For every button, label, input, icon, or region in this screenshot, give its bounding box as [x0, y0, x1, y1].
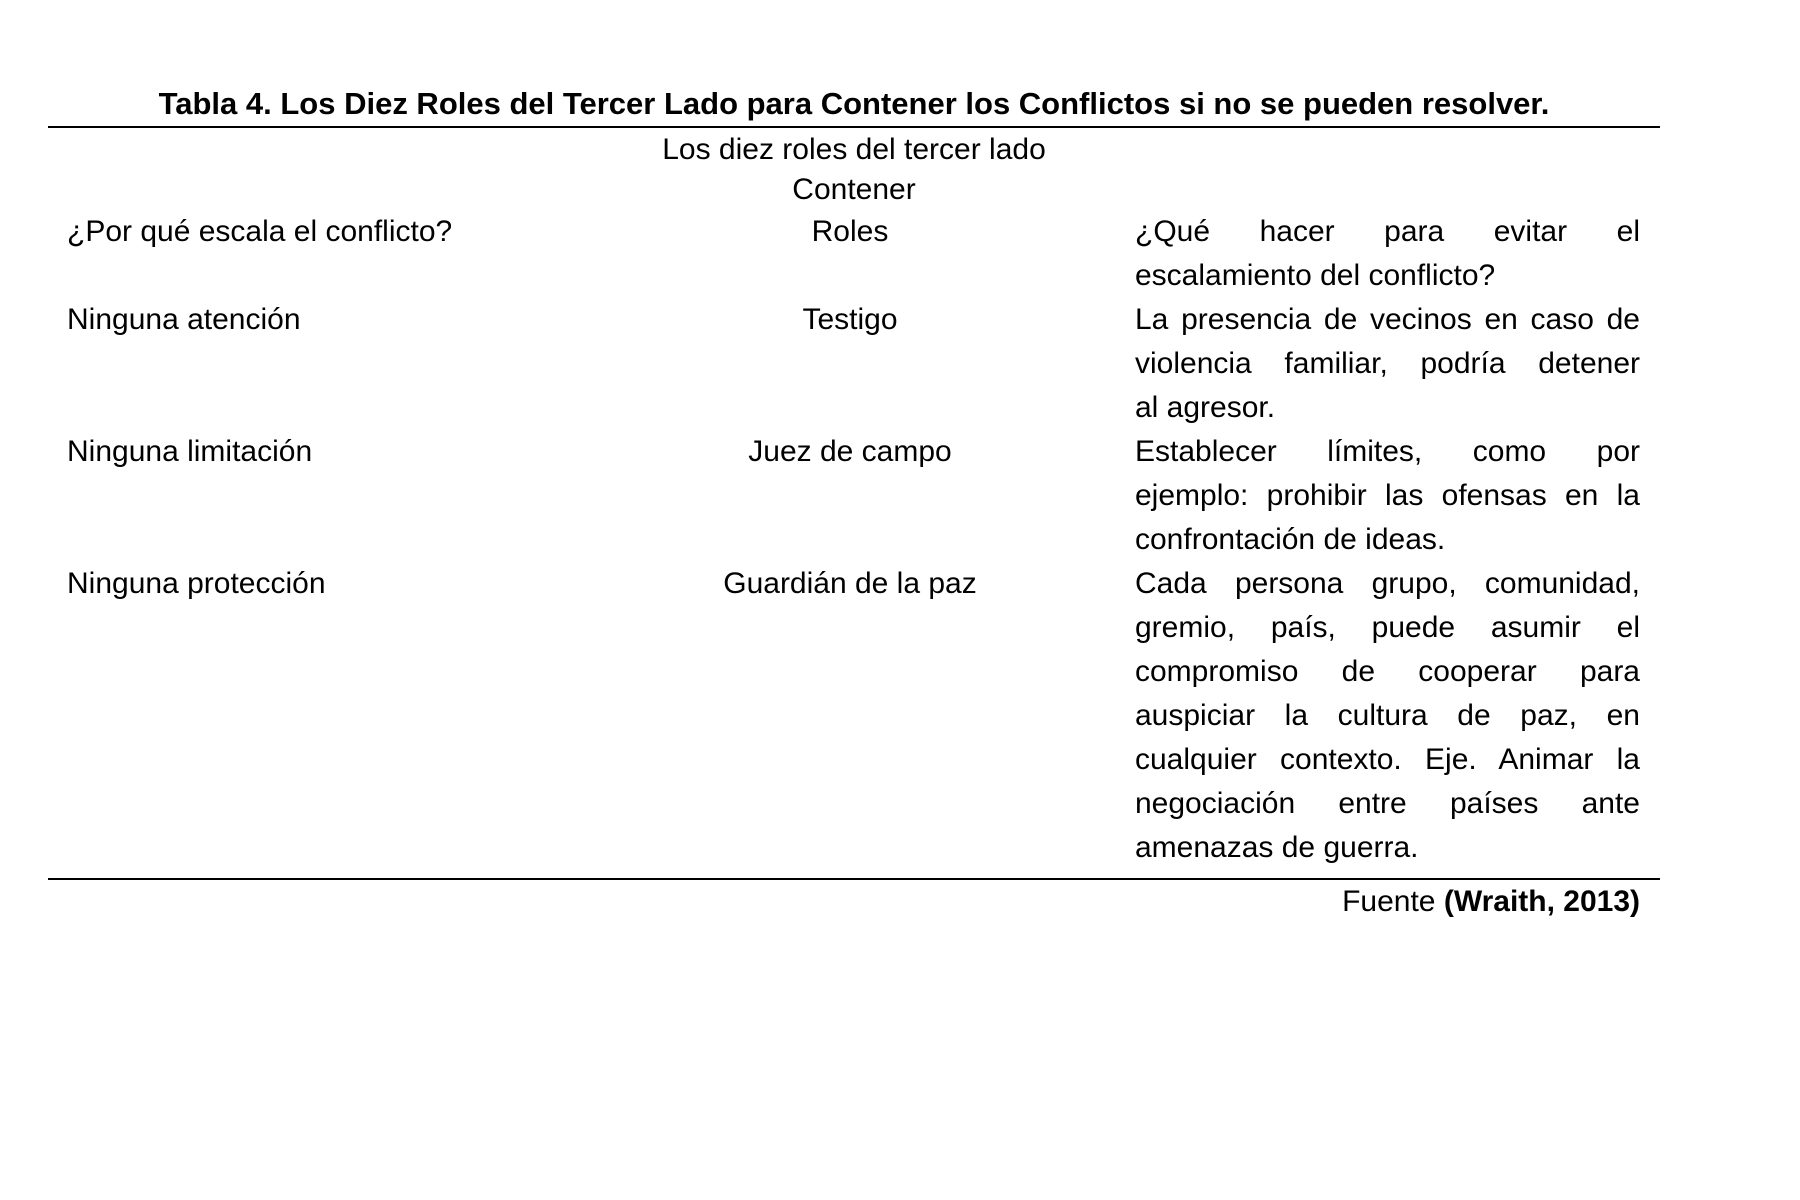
row-action-line: negociación entre países ante: [1135, 787, 1640, 820]
row-action-line: al agresor.: [1135, 391, 1276, 424]
row-action-line: auspiciar la cultura de paz, en: [1135, 699, 1640, 732]
row-action-line: ejemplo: prohibir las ofensas en la: [1135, 479, 1640, 512]
row-action-line: gremio, país, puede asumir el: [1135, 611, 1640, 644]
row-cause: Ninguna atención: [67, 303, 301, 336]
header-role: Roles: [811, 215, 889, 248]
source-prefix: Fuente: [1342, 885, 1436, 918]
row-action-line: compromiso de cooperar para: [1135, 655, 1640, 688]
header-action-line: escalamiento del conflicto?: [1135, 259, 1496, 292]
row-action-line: Cada persona grupo, comunidad,: [1135, 567, 1640, 600]
row-role: Testigo: [802, 303, 898, 336]
table-subtitle: Contener: [792, 173, 916, 206]
row-cause: Ninguna protección: [67, 567, 326, 600]
table-source: [1100, 880, 1640, 924]
row-cause: Ninguna limitación: [67, 435, 313, 468]
row-action-line: Establecer límites, como por: [1135, 435, 1640, 468]
row-action-line: La presencia de vecinos en caso de: [1135, 303, 1640, 336]
row-action-line: confrontación de ideas.: [1135, 523, 1446, 556]
row-action-line: amenazas de guerra.: [1135, 831, 1419, 864]
row-role: Guardián de la paz: [723, 567, 977, 600]
row-action-line: violencia familiar, podría detener: [1135, 347, 1640, 380]
header-action-line: ¿Qué hacer para evitar el: [1135, 215, 1640, 248]
row-role: Juez de campo: [748, 435, 952, 468]
header-cause: ¿Por qué escala el conflicto?: [67, 215, 453, 248]
row-action-line: cualquier contexto. Eje. Animar la: [1135, 743, 1640, 776]
source-citation: (Wraith, 2013): [1443, 885, 1640, 918]
table-title: Tabla 4. Los Diez Roles del Tercer Lado para Contener los Conflictos si no se pueden resolver.: [158, 86, 1550, 121]
table-supertitle: Los diez roles del tercer lado: [662, 133, 1046, 166]
